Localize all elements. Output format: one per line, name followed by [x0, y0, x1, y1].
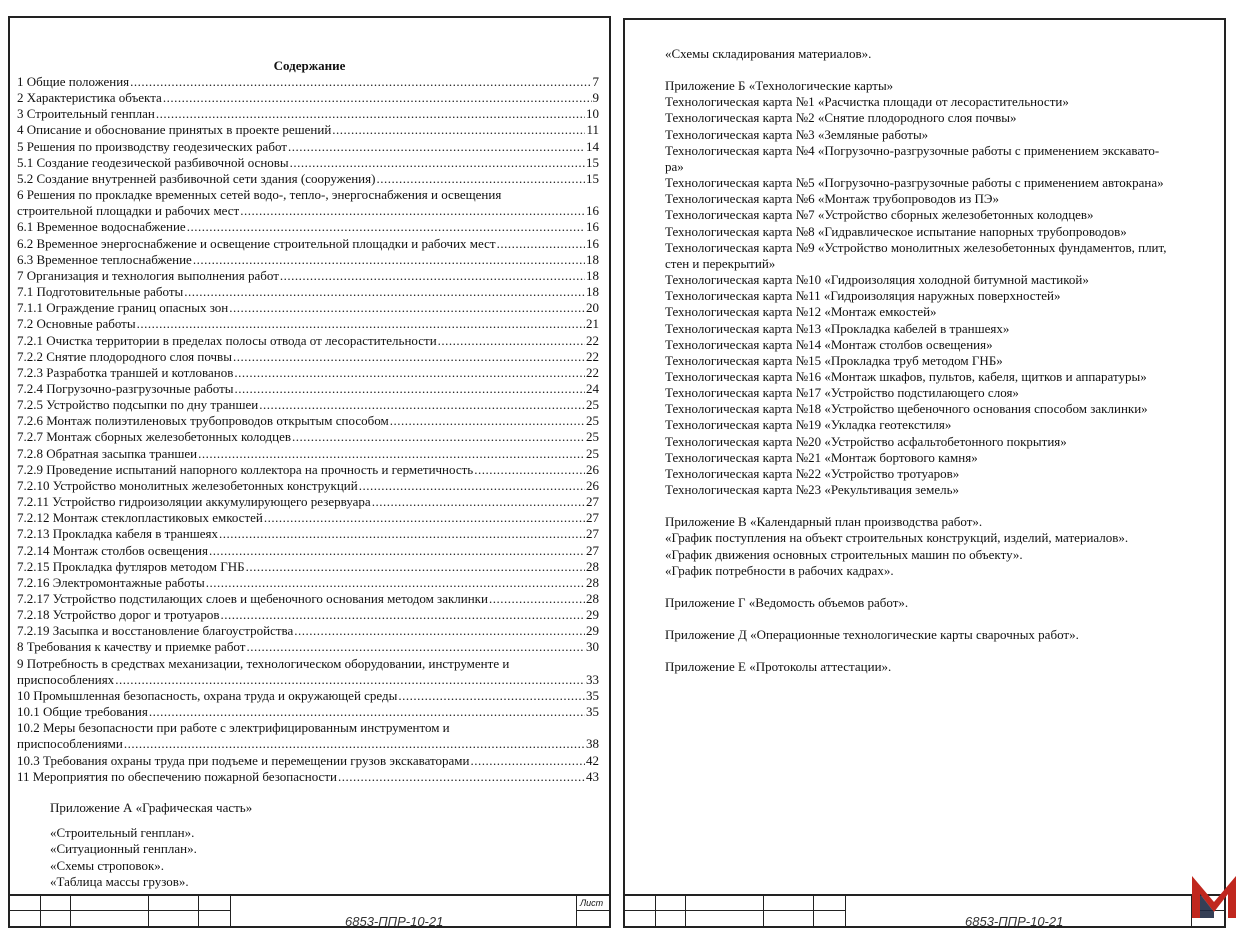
appendix-line: Технологическая карта №7 «Устройство сборных железобетонных колодцев»	[665, 207, 1094, 223]
toc-entry-title: 7.2.15 Прокладка футляров методом ГНБ	[17, 558, 245, 574]
table-of-contents	[17, 74, 599, 785]
toc-leader-dots	[259, 397, 585, 413]
appendix-line: Технологическая карта №21 «Монтаж бортового камня»	[665, 449, 978, 465]
toc-entry-title: 7 Организация и технология выполнения работ	[17, 267, 279, 283]
toc-entry-line: 9 Потребность в средствах механизации, технологическом оборудовании, инструменте и	[17, 655, 510, 671]
toc-entry-page: 16	[586, 219, 599, 235]
toc-entry-title: 5 Решения по производству геодезических работ	[17, 138, 287, 154]
toc-leader-dots	[193, 252, 585, 268]
toc-entry-title: 1 Общие положения	[17, 74, 130, 89]
toc-leader-dots	[390, 413, 585, 429]
appendix-line: Технологическая карта №20 «Устройство асфальтобетонного покрытия»	[665, 433, 1067, 449]
toc-entry-title: 7.2.6 Монтаж полиэтиленовых трубопроводов открытым способом	[17, 413, 389, 429]
toc-entry-title: 7.2.14 Монтаж столбов освещения	[17, 542, 208, 558]
toc-entry	[17, 155, 599, 171]
toc-leader-dots	[163, 90, 592, 106]
toc-entry-title: 2 Характеристика объекта	[17, 90, 162, 106]
toc-leader-dots	[184, 284, 585, 300]
toc-entry-page: 22	[586, 364, 599, 380]
document-code: 6853-ППР-10-21	[965, 914, 1064, 928]
appendix-line: Приложение Г «Ведомость объемов работ».	[665, 594, 909, 610]
toc-leader-dots	[280, 268, 585, 284]
toc-entry-line: 6 Решения по прокладке временных сетей водо-, тепло-, энергоснабжения и освещения	[17, 187, 502, 203]
appendix-line: Приложение Д «Операционные технологические карты сварочных работ».	[665, 627, 1079, 642]
toc-entry-title: 7.2.2 Снятие плодородного слоя почвы	[17, 348, 232, 364]
toc-leader-dots	[376, 171, 585, 187]
toc-entry-page: 38	[586, 736, 599, 752]
appendix-line: Технологическая карта №12 «Монтаж емкостей»	[665, 304, 937, 320]
toc-entry-title: приспособлениях	[17, 671, 115, 687]
toc-entry-page: 10	[586, 106, 599, 122]
appendix-line: Технологическая карта №17 «Устройство подстилающего слоя»	[665, 385, 1019, 401]
toc-entry-page: 27	[586, 494, 599, 510]
appendix-a-title: Приложение А «Графическая часть»	[50, 800, 253, 815]
toc-leader-dots	[209, 543, 585, 559]
toc-entry	[17, 736, 599, 752]
toc-leader-dots	[398, 688, 585, 704]
toc-entry	[17, 623, 599, 639]
toc-leader-dots	[471, 753, 586, 769]
toc-leader-dots	[219, 526, 585, 542]
toc-entry-page: 20	[586, 300, 599, 316]
toc-entry-page: 28	[586, 574, 599, 590]
document-page-left	[8, 16, 611, 928]
appendix-line: стен и перекрытий»	[665, 255, 776, 271]
sheet-label: Лист	[580, 898, 604, 908]
toc-entry-title: 7.2.1 Очистка территории в пределах полосы отвода от лесорастительности	[17, 332, 437, 348]
brand-logo-icon	[1190, 872, 1238, 920]
blank-line	[665, 62, 1220, 78]
toc-entry	[17, 688, 599, 704]
toc-entry-title: приспособлениями	[17, 736, 123, 752]
toc-entry-title: 7.2.18 Устройство дорог и тротуаров	[17, 607, 220, 623]
toc-entry	[17, 284, 599, 300]
toc-entry	[17, 106, 599, 122]
toc-entry	[17, 236, 599, 252]
toc-entry-page: 29	[586, 623, 599, 639]
toc-entry	[17, 333, 599, 349]
toc-entry-title: 7.2.3 Разработка траншей и котлованов	[17, 364, 234, 380]
document-page-right	[623, 18, 1226, 928]
toc-entry	[17, 543, 599, 559]
toc-leader-dots	[246, 639, 585, 655]
appendix-line: «График движения основных строительных машин по объекту».	[665, 546, 1023, 562]
blank-line	[665, 579, 1220, 595]
toc-leader-dots	[130, 74, 591, 90]
toc-entry-page: 25	[586, 413, 599, 429]
toc-entry	[17, 769, 599, 785]
toc-entry	[17, 510, 599, 526]
toc-leader-dots	[206, 575, 585, 591]
appendix-line: Технологическая карта №9 «Устройство монолитных железобетонных фундаментов, плит,	[665, 239, 1167, 255]
toc-entry	[17, 349, 599, 365]
toc-entry-page: 21	[586, 316, 599, 332]
toc-entry	[17, 300, 599, 316]
appendix-line: «График поступления на объект строительных конструкций, изделий, материалов».	[665, 530, 1129, 546]
toc-entry	[17, 139, 599, 155]
toc-entry	[17, 753, 599, 769]
toc-entry	[17, 591, 599, 607]
toc-entry	[17, 203, 599, 219]
toc-entry	[17, 478, 599, 494]
toc-entry-title: строительной площадки и рабочих мест	[17, 203, 240, 219]
toc-entry	[17, 559, 599, 575]
toc-entry-page: 18	[586, 251, 599, 267]
appendix-line: Технологическая карта №1 «Расчистка площади от лесорастительности»	[665, 94, 1069, 110]
toc-entry-line: 10.2 Меры безопасности при работе с электрифицированным инструментом и	[17, 720, 450, 736]
toc-leader-dots	[288, 139, 585, 155]
toc-entry-title: 6.2 Временное энергоснабжение и освещение строительной площадки и рабочих мест	[17, 235, 496, 251]
toc-entry-title: 10.1 Общие требования	[17, 704, 148, 720]
toc-leader-dots	[137, 316, 585, 332]
toc-entry-page: 14	[586, 138, 599, 154]
toc-leader-dots	[332, 122, 585, 138]
toc-entry-page: 35	[586, 687, 599, 703]
toc-entry	[17, 365, 599, 381]
toc-entry	[17, 397, 599, 413]
toc-entry-title: 10 Промышленная безопасность, охрана труда и окружающей среды	[17, 687, 398, 703]
appendix-a-item: «Строительный генплан».	[50, 825, 195, 840]
toc-entry-title: 4 Описание и обоснование принятых в проекте решений	[17, 122, 332, 138]
appendix-line: Приложение Б «Технологические карты»	[665, 78, 894, 94]
toc-entry	[17, 381, 599, 397]
toc-leader-dots	[489, 591, 585, 607]
toc-entry	[17, 252, 599, 268]
appendix-line: «Схемы складирования материалов».	[665, 46, 872, 61]
appendix-a-list	[50, 825, 197, 890]
blank-line	[665, 643, 1220, 659]
toc-entry-page: 16	[586, 203, 599, 219]
appendix-line: ра»	[665, 158, 684, 174]
toc-entry-title: 8 Требования к качеству и приемке работ	[17, 639, 246, 655]
toc-entry-title: 5.1 Создание геодезической разбивочной основы	[17, 154, 289, 170]
toc-entry	[17, 672, 599, 688]
toc-entry-page: 26	[586, 461, 599, 477]
appendix-line: Технологическая карта №5 «Погрузочно-разгрузочные работы с применением автокрана»	[665, 175, 1164, 191]
toc-entry-title: 11 Мероприятия по обеспечению пожарной безопасности	[17, 768, 337, 784]
toc-entry-page: 25	[586, 445, 599, 461]
toc-entry-page: 16	[586, 235, 599, 251]
toc-entry-page: 22	[586, 348, 599, 364]
appendix-a-item: «Схемы строповок».	[50, 857, 165, 873]
toc-entry	[17, 429, 599, 445]
toc-entry-page: 18	[586, 284, 599, 300]
toc-leader-dots	[290, 155, 585, 171]
toc-entry-title: 5.2 Создание внутренней разбивочной сети здания (сооружения)	[17, 170, 376, 186]
toc-leader-dots	[229, 300, 585, 316]
toc-entry	[17, 462, 599, 478]
toc-entry-page: 15	[586, 170, 599, 186]
toc-entry-page: 29	[586, 607, 599, 623]
toc-entry-page: 27	[586, 510, 599, 526]
toc-entry-title: 3 Строительный генплан	[17, 106, 155, 122]
appendix-line: Технологическая карта №3 «Земляные работы»	[665, 126, 929, 142]
toc-leader-dots	[235, 381, 585, 397]
toc-entry	[17, 122, 599, 138]
toc-entry-page: 24	[586, 380, 599, 396]
toc-leader-dots	[438, 333, 585, 349]
appendix-line: Приложение В «Календарный план производства работ».	[665, 514, 983, 530]
toc-entry	[17, 607, 599, 623]
toc-entry-page: 35	[586, 704, 599, 720]
appendix-line: Технологическая карта №2 «Снятие плодородного слоя почвы»	[665, 110, 1017, 126]
toc-entry-page: 15	[586, 154, 599, 170]
toc-entry-page: 42	[586, 752, 599, 768]
toc-entry-page: 22	[586, 332, 599, 348]
toc-leader-dots	[294, 623, 585, 639]
document-code: 6853-ППР-10-21	[345, 914, 444, 928]
appendix-line: Технологическая карта №10 «Гидроизоляция холодной битумной мастикой»	[665, 272, 1089, 288]
toc-leader-dots	[115, 672, 585, 688]
toc-entry	[17, 171, 599, 187]
toc-leader-dots	[221, 607, 585, 623]
toc-entry	[17, 316, 599, 332]
toc-entry-title: 7.2.7 Монтаж сборных железобетонных колодцев	[17, 429, 292, 445]
toc-entry-title: 7.2.13 Прокладка кабеля в траншеях	[17, 526, 218, 542]
blank-line	[665, 498, 1220, 514]
toc-entry-title: 7.2.17 Устройство подстилающих слоев и щебеночного основания методом заклинки	[17, 591, 488, 606]
appendix-line: «График потребности в рабочих кадрах».	[665, 562, 894, 578]
appendix-line: Технологическая карта №6 «Монтаж трубопроводов из ПЭ»	[665, 191, 999, 207]
toc-leader-dots	[497, 236, 585, 252]
title-block-left	[10, 894, 609, 926]
toc-entry-title: 7.2.10 Устройство монолитных железобетонных конструкций	[17, 477, 358, 493]
appendix-line: Технологическая карта №22 «Устройство тротуаров»	[665, 465, 960, 481]
toc-entry-title: 7.2.4 Погрузочно-разгрузочные работы	[17, 380, 234, 396]
toc-leader-dots	[124, 736, 585, 752]
toc-entry-title: 7.1.1 Ограждение границ опасных зон	[17, 300, 229, 316]
toc-entry-page: 25	[586, 397, 599, 413]
toc-entry-page: 26	[586, 477, 599, 493]
toc-entry-title: 6.1 Временное водоснабжение	[17, 219, 186, 235]
appendix-line: Технологическая карта №14 «Монтаж столбов освещения»	[665, 336, 993, 352]
appendix-a-item: «Таблица массы грузов».	[50, 873, 189, 889]
toc-entry-title: 7.2 Основные работы	[17, 316, 136, 332]
toc-entry	[17, 413, 599, 429]
toc-entry	[17, 639, 599, 655]
toc-leader-dots	[233, 349, 585, 365]
appendix-line: Технологическая карта №19 «Укладка геотекстиля»	[665, 417, 952, 433]
toc-entry-title: 7.2.5 Устройство подсыпки по дну траншеи	[17, 397, 259, 413]
title-block-right	[625, 894, 1224, 926]
appendix-line: Технологическая карта №16 «Монтаж шкафов, пультов, кабеля, щитков и аппаратуры»	[665, 368, 1147, 384]
toc-entry	[17, 268, 599, 284]
toc-leader-dots	[292, 429, 585, 445]
toc-entry-page: 27	[586, 542, 599, 558]
toc-entry-title: 7.2.19 Засыпка и восстановление благоустройства	[17, 623, 294, 639]
toc-entry-page: 25	[586, 429, 599, 445]
toc-entry	[17, 446, 599, 462]
toc-entry-title: 7.2.9 Проведение испытаний напорного коллектора на прочность и герметичность	[17, 461, 474, 477]
toc-entry-title: 10.3 Требования охраны труда при подъеме и перемещении грузов экскаваторами	[17, 752, 470, 768]
toc-leader-dots	[338, 769, 585, 785]
toc-entry	[17, 219, 599, 235]
toc-entry-page: 28	[586, 591, 599, 606]
toc-leader-dots	[187, 219, 585, 235]
toc-entry-page: 28	[586, 558, 599, 574]
toc-title: Содержание	[273, 58, 346, 73]
toc-entry-page: 9	[592, 90, 599, 106]
blank-line	[665, 611, 1220, 627]
toc-entry-page: 43	[586, 768, 599, 784]
appendix-line: Технологическая карта №8 «Гидравлическое испытание напорных трубопроводов»	[665, 223, 1127, 239]
toc-leader-dots	[372, 494, 585, 510]
appendix-a-item: «Ситуационный генплан».	[50, 841, 197, 857]
toc-entry	[17, 494, 599, 510]
toc-entry-title: 7.2.11 Устройство гидроизоляции аккумулирующего резервуара	[17, 494, 371, 510]
toc-entry-title: 6.3 Временное теплоснабжение	[17, 251, 192, 267]
toc-leader-dots	[359, 478, 585, 494]
toc-entry-title: 7.2.12 Монтаж стеклопластиковых емкостей	[17, 510, 263, 526]
toc-leader-dots	[246, 559, 585, 575]
toc-entry-title: 7.2.8 Обратная засыпка траншеи	[17, 445, 198, 461]
toc-entry	[17, 704, 599, 720]
toc-entry-page: 30	[586, 639, 599, 655]
toc-entry-title: 7.1 Подготовительные работы	[17, 284, 184, 300]
toc-entry	[17, 90, 599, 106]
toc-leader-dots	[240, 203, 585, 219]
appendix-line: Технологическая карта №15 «Прокладка труб методом ГНБ»	[665, 352, 1003, 368]
toc-entry-page: 27	[586, 526, 599, 542]
appendix-list-continued	[665, 46, 1220, 675]
appendix-line: Технологическая карта №4 «Погрузочно-разгрузочные работы с применением экскавато-	[665, 142, 1160, 158]
toc-entry-page: 7	[592, 74, 599, 89]
toc-entry	[17, 575, 599, 591]
toc-entry-page: 11	[586, 122, 599, 138]
toc-leader-dots	[234, 365, 585, 381]
appendix-line: Технологическая карта №11 «Гидроизоляция наружных поверхностей»	[665, 288, 1061, 304]
toc-entry-title: 7.2.16 Электромонтажные работы	[17, 574, 205, 590]
appendix-line: Технологическая карта №13 «Прокладка кабелей в траншеях»	[665, 320, 1010, 336]
toc-leader-dots	[474, 462, 585, 478]
toc-entry-page: 18	[586, 267, 599, 283]
toc-leader-dots	[149, 704, 585, 720]
toc-entry	[17, 74, 599, 90]
toc-leader-dots	[156, 106, 585, 122]
toc-entry-page: 33	[586, 671, 599, 687]
toc-leader-dots	[198, 446, 585, 462]
appendix-line: Технологическая карта №18 «Устройство щебеночного основания способом заклинки»	[665, 401, 1148, 417]
toc-entry	[17, 526, 599, 542]
toc-leader-dots	[264, 510, 585, 526]
appendix-line: Приложение Е «Протоколы аттестации».	[665, 659, 892, 675]
appendix-line: Технологическая карта №23 «Рекультивация земель»	[665, 482, 960, 498]
